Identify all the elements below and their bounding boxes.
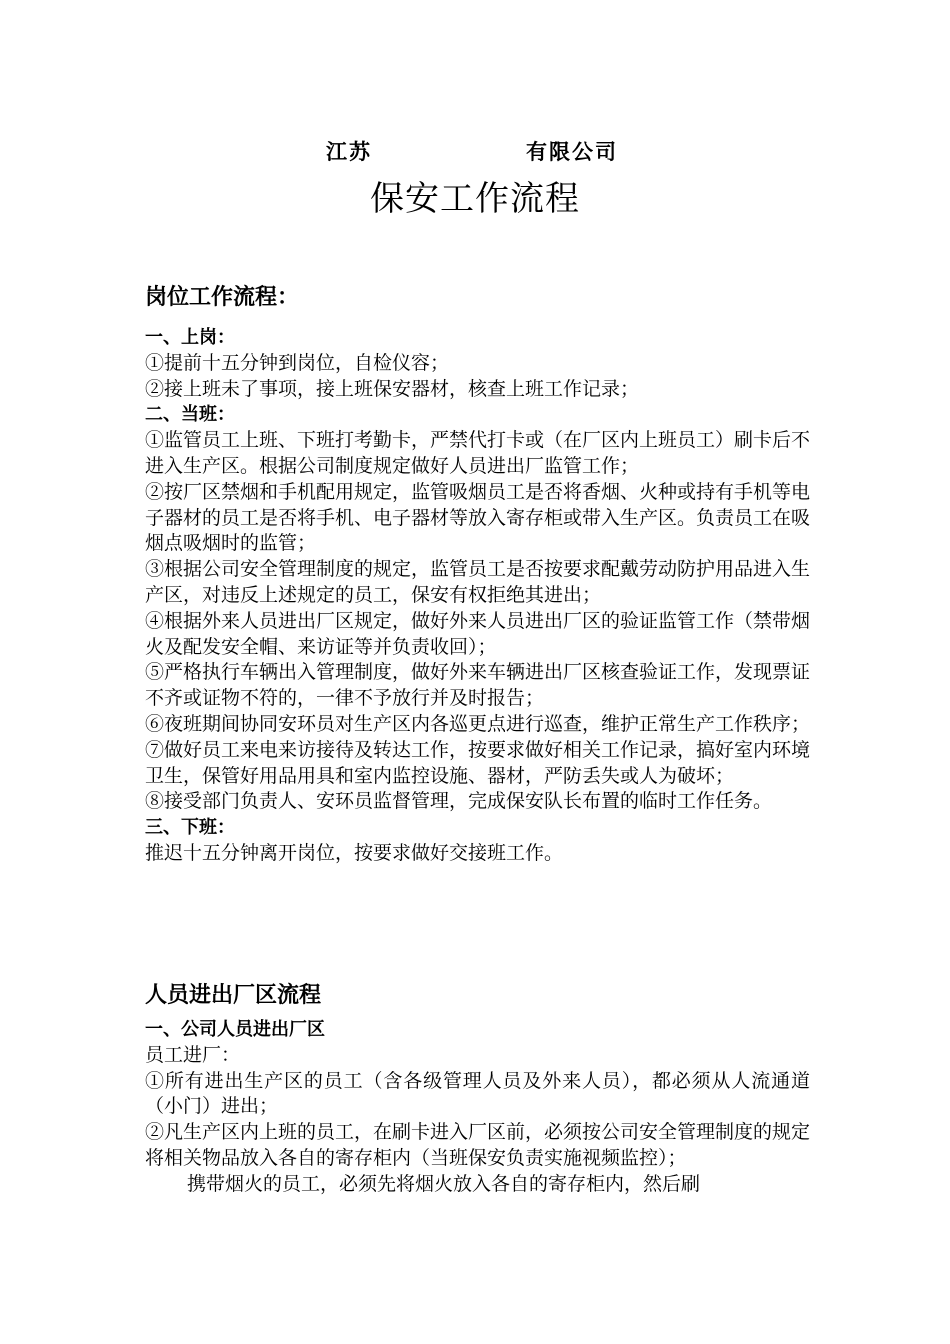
list-item: ①监管员工上班、下班打考勤卡，严禁代打卡或（在厂区内上班员工）刷卡后不进入生产区。根据公司制度规定做好人员进出厂监管工作； — [145, 429, 811, 477]
paragraph-label: 员工进厂： — [145, 1043, 241, 1066]
company-name — [0, 136, 950, 166]
document-title: 保安工作流程 — [370, 179, 580, 219]
list-item: ⑥夜班期间协同安环员对生产区内各巡更点进行巡查，维护正常生产工作秩序； — [145, 712, 811, 735]
company-name-prefix: 江苏 — [326, 140, 372, 164]
section-heading: 岗位工作流程： — [145, 285, 300, 310]
subsection-heading: 二、当班： — [145, 404, 235, 426]
list-item: ②凡生产区内上班的员工，在刷卡进入厂区前，必须按公司安全管理制度的规定将相关物品放入各自的寄存柜内（当班保安负责实施视频监控）； — [145, 1121, 811, 1169]
list-item: ②接上班未了事项，接上班保安器材，核查上班工作记录； — [145, 377, 640, 400]
section-heading: 人员进出厂区流程 — [145, 983, 322, 1008]
list-item: ②按厂区禁烟和手机配用规定，监管吸烟员工是否将香烟、火种或持有手机等电子器材的员工是否将手机、电子器材等放入寄存柜或带入生产区。负责员工在吸烟点吸烟时的监管； — [145, 480, 811, 555]
list-item: ⑧接受部门负责人、安环员监督管理，完成保安队长布置的临时工作任务。 — [145, 790, 773, 813]
list-item: ⑤严格执行车辆出入管理制度，做好外来车辆进出厂区核查验证工作，发现票证不齐或证物不符的，一律不予放行并及时报告； — [145, 661, 811, 710]
subsection-heading: 一、公司人员进出厂区 — [145, 1019, 325, 1040]
subsection-heading: 三、下班： — [145, 817, 235, 839]
list-item: 推迟十五分钟离开岗位，按要求做好交接班工作。 — [145, 841, 564, 864]
section-personnel-access — [145, 981, 810, 1198]
list-item: ③根据公司安全管理制度的规定，监管员工是否按要求配戴劳动防护用品进入生产区，对违反上述规定的员工，保安有权拒绝其进出； — [145, 558, 811, 606]
list-item: ①所有进出生产区的员工（含各级管理人员及外来人员），都必须从人流通道（小门）进出； — [145, 1069, 810, 1118]
list-item: ⑦做好员工来电来访接待及转达工作，按要求做好相关工作记录，搞好室内环境卫生，保管好用品用具和室内监控设施、器材，严防丢失或人为破坏； — [145, 738, 811, 787]
section-post-workflow — [145, 283, 810, 867]
list-item: ④根据外来人员进出厂区规定，做好外来人员进出厂区的验证监管工作（禁带烟火及配发安全帽、来访证等并负责收回）； — [145, 609, 811, 658]
paragraph: 携带烟火的员工，必须先将烟火放入各自的寄存柜内，然后刷 — [187, 1172, 701, 1195]
list-item: ①提前十五分钟到岗位，自检仪容； — [145, 351, 450, 374]
company-name-suffix: 有限公司 — [526, 140, 618, 164]
subsection-heading: 一、上岗： — [145, 327, 235, 348]
